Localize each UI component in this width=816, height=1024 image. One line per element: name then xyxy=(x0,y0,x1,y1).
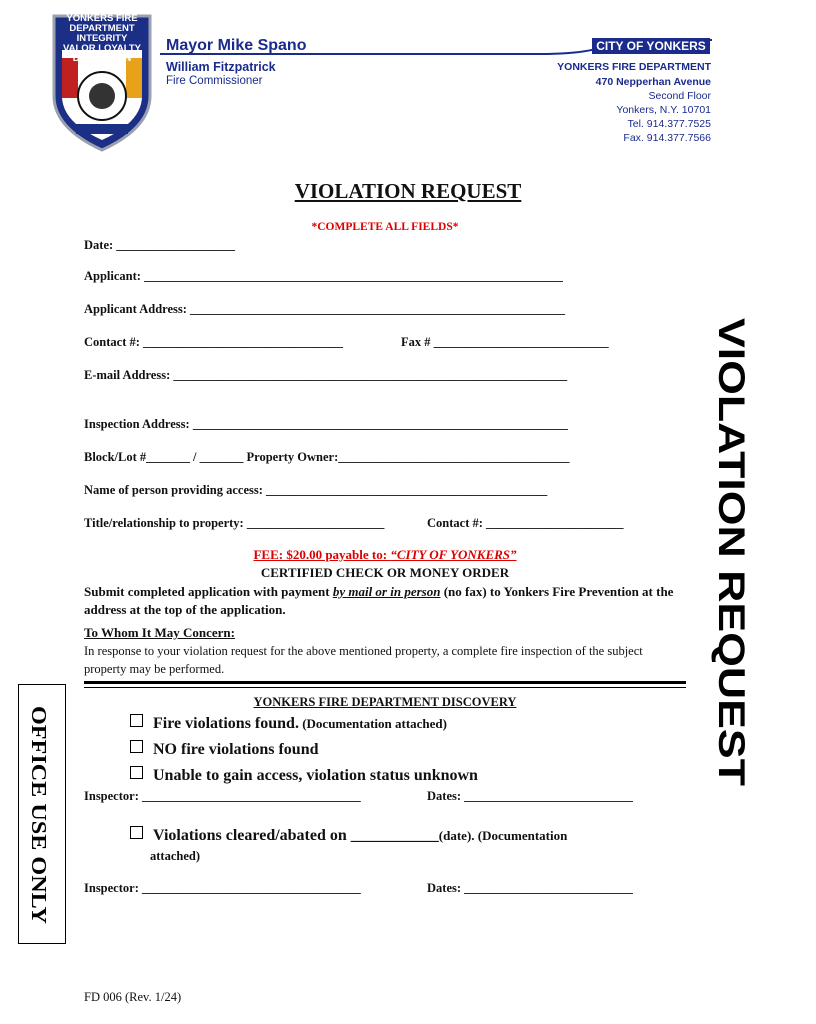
certified-check-note: CERTIFIED CHECK OR MONEY ORDER xyxy=(260,565,510,580)
checkbox-icon[interactable] xyxy=(130,714,143,727)
option-violations-cleared-note2: attached) xyxy=(150,849,200,863)
contact2-field[interactable]: Contact #: ______________________ xyxy=(427,516,624,530)
fax-number: Fax. 914.377.7566 xyxy=(623,132,711,144)
fee-line xyxy=(0,547,770,563)
inspector-field-1[interactable]: Inspector: ___________________________________ xyxy=(84,789,361,803)
commissioner-title: Fire Commissioner xyxy=(166,75,263,87)
dates-field-2[interactable]: Dates: ___________________________ xyxy=(427,881,633,895)
option-violations-found-note: (Documentation attached) xyxy=(298,716,447,731)
access-person-field[interactable]: Name of person providing access: _____________________________________________ xyxy=(84,483,548,497)
office-divider xyxy=(84,681,686,684)
logo-text: YONKERS FIRE DEPARTMENT INTEGRITY VALOR LOYALTY DEDICATION xyxy=(63,13,141,64)
email-field[interactable]: E-mail Address: _______________________________________________________________ xyxy=(84,368,568,382)
concern-heading xyxy=(84,625,235,641)
concern-colon: : xyxy=(230,625,235,640)
option-violations-cleared-label: Violations cleared/abated on ___________ xyxy=(153,827,439,844)
submit-method: by mail or in person xyxy=(332,584,441,599)
option-no-violations[interactable] xyxy=(130,740,319,759)
fax-field[interactable]: Fax # ____________________________ xyxy=(401,335,609,349)
dates-field-1[interactable]: Dates: ___________________________ xyxy=(427,789,633,803)
office-divider-thin xyxy=(84,687,686,688)
option-no-access[interactable] xyxy=(130,766,478,785)
complete-all-fields-note: *COMPLETE ALL FIELDS* xyxy=(311,221,459,233)
contact-field[interactable]: Contact #: ________________________________ xyxy=(84,335,344,349)
address-city: Yonkers, N.Y. 10701 xyxy=(616,104,711,116)
address-street: 470 Nepperhan Avenue xyxy=(595,76,711,88)
mayor-name: Mayor Mike Spano xyxy=(166,37,307,54)
telephone: Tel. 914.377.7525 xyxy=(627,118,711,130)
discovery-heading: YONKERS FIRE DEPARTMENT DISCOVERY xyxy=(253,695,517,709)
title-relationship-field[interactable]: Title/relationship to property: ______________________ xyxy=(84,516,385,530)
applicant-address-field[interactable]: Applicant Address: ____________________________________________________________ xyxy=(84,302,566,316)
submit-text-a: Submit completed application with payment xyxy=(84,584,333,599)
commissioner-name: William Fitzpatrick xyxy=(166,60,276,74)
fee-payee: “CITY OF YONKERS” xyxy=(390,547,517,562)
option-violations-found-label: Fire violations found. xyxy=(153,715,299,732)
inspector-field-2[interactable]: Inspector: ___________________________________ xyxy=(84,881,361,895)
checkbox-icon[interactable] xyxy=(130,826,143,839)
date-field[interactable]: Date: ___________________ xyxy=(84,238,236,252)
address-floor: Second Floor xyxy=(648,90,711,102)
submit-instructions xyxy=(84,583,674,619)
applicant-field[interactable]: Applicant: ___________________________________________________________________ xyxy=(84,269,563,283)
option-no-access-label: Unable to gain access, violation status unknown xyxy=(153,767,478,784)
option-violations-cleared-note: (date). (Documentation xyxy=(438,828,568,843)
city-label: CITY OF YONKERS xyxy=(592,38,710,54)
office-use-text: OFFICE USE ONLY xyxy=(27,706,51,896)
form-title: VIOLATION REQUEST xyxy=(294,179,522,203)
side-title-text: VIOLATION REQUEST xyxy=(711,318,752,706)
department-name: YONKERS FIRE DEPARTMENT xyxy=(557,61,711,73)
fee-amount: FEE: $20.00 payable to: xyxy=(253,547,391,562)
option-violations-found[interactable] xyxy=(130,714,447,733)
checkbox-icon[interactable] xyxy=(130,766,143,779)
response-text: In response to your violation request for the above mentioned property, a complete fire inspection of the subject property may be performed. xyxy=(84,644,643,676)
option-violations-cleared[interactable] xyxy=(130,826,567,845)
block-lot-owner-field[interactable]: Block/Lot #_______ / _______ Property Owner:_____________________________________ xyxy=(84,450,570,464)
office-use-label xyxy=(18,684,66,944)
submit-text-b: (no fax) to Yonkers Fire Prevention at the address at the top of the application. xyxy=(84,584,674,617)
option-no-violations-label: NO fire violations found xyxy=(153,741,319,758)
form-number: FD 006 (Rev. 1/24) xyxy=(84,990,182,1004)
checkbox-icon[interactable] xyxy=(130,740,143,753)
concern-heading-text: To Whom It May Concern xyxy=(84,625,231,640)
inspection-address-field[interactable]: Inspection Address: ____________________________________________________________ xyxy=(84,417,568,431)
